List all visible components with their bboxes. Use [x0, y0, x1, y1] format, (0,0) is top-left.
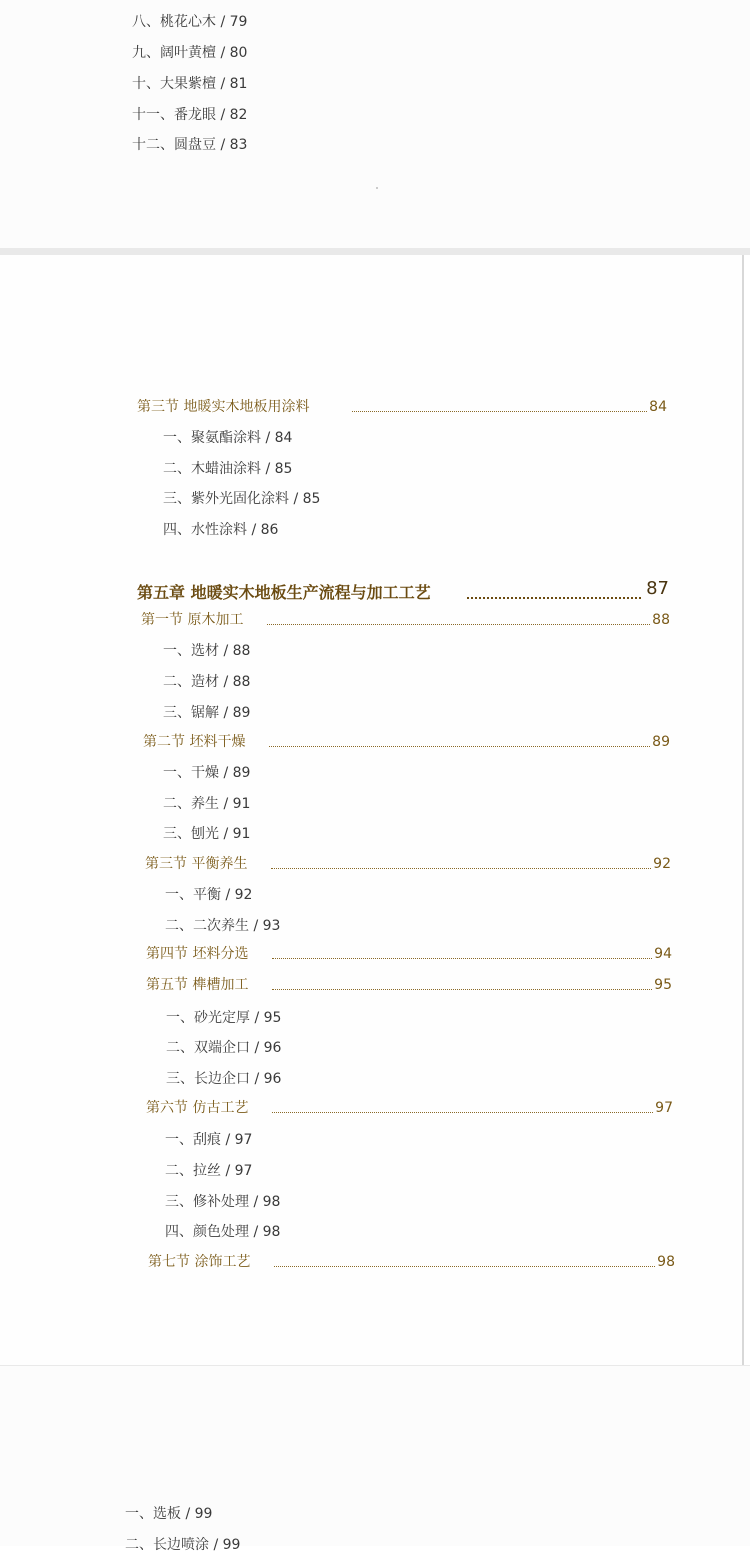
toc-entry — [132, 44, 247, 62]
entry-label: 一、选板 / — [125, 1506, 195, 1522]
toc-entry — [163, 429, 292, 447]
toc-entry — [132, 75, 247, 93]
entry-page: 88 — [232, 674, 251, 690]
entry-label: 四、颜色处理 / — [165, 1224, 263, 1240]
toc-entry — [166, 1070, 281, 1088]
toc-entry — [165, 1223, 280, 1241]
entry-label: 十二、圆盘豆 / — [132, 137, 230, 153]
section-page: 89 — [652, 734, 670, 750]
entry-label: 十、大果紫檀 / — [132, 76, 230, 92]
entry-label: 四、水性涂料 / — [163, 522, 261, 538]
toc-entry — [165, 1162, 252, 1180]
entry-page: 85 — [274, 461, 293, 477]
section-page: 98 — [657, 1254, 675, 1270]
dot-leader — [272, 989, 652, 990]
entry-label: 十一、番龙眼 / — [132, 107, 230, 123]
section-page: 97 — [655, 1100, 673, 1116]
entry-page: 82 — [229, 107, 248, 123]
paper-speck — [376, 187, 378, 189]
toc-section — [143, 733, 670, 753]
dot-leader — [267, 624, 650, 625]
entry-page: 80 — [229, 45, 248, 61]
entry-label: 二、造材 / — [163, 674, 233, 690]
section-page: 92 — [653, 856, 671, 872]
toc-entry — [166, 1009, 281, 1027]
entry-page: 97 — [234, 1163, 253, 1179]
section-page: 95 — [654, 977, 672, 993]
toc-entry — [132, 106, 247, 124]
toc-section — [146, 976, 672, 996]
toc-entry — [163, 460, 292, 478]
toc-section — [145, 855, 671, 875]
entry-label: 一、聚氨酯涂料 / — [163, 430, 275, 446]
toc-entry — [163, 642, 250, 660]
toc-section — [146, 945, 672, 965]
toc-page-top — [0, 0, 750, 248]
section-title: 第三节 平衡养生 — [145, 856, 248, 872]
entry-page: 91 — [232, 826, 251, 842]
entry-label: 二、双端企口 / — [166, 1040, 264, 1056]
entry-page: 79 — [229, 14, 248, 30]
entry-page: 99 — [194, 1506, 213, 1522]
entry-page: 93 — [262, 918, 281, 934]
dot-leader — [352, 411, 647, 412]
entry-page: 96 — [263, 1040, 282, 1056]
entry-page: 86 — [260, 522, 279, 538]
toc-page-bottom — [0, 1366, 750, 1553]
toc-entry — [165, 1131, 252, 1149]
entry-label: 九、阔叶黄檀 / — [132, 45, 230, 61]
entry-label: 八、桃花心木 / — [132, 14, 230, 30]
toc-entry — [125, 1505, 212, 1523]
toc-section — [146, 1099, 673, 1119]
entry-page: 91 — [232, 796, 251, 812]
section-page: 88 — [652, 612, 670, 628]
toc-entry — [165, 1193, 280, 1211]
chapter-title: 第五章 地暖实木地板生产流程与加工工艺 — [137, 583, 431, 602]
section-title: 第七节 涂饰工艺 — [148, 1254, 251, 1270]
entry-page: 96 — [263, 1071, 282, 1087]
entry-page: 88 — [232, 643, 251, 659]
dot-leader — [467, 597, 641, 599]
dot-leader — [271, 868, 651, 869]
toc-entry — [163, 490, 320, 508]
entry-label: 一、选材 / — [163, 643, 233, 659]
entry-label: 二、木蜡油涂料 / — [163, 461, 275, 477]
section-title: 第四节 坯料分选 — [146, 946, 249, 962]
page-gap — [0, 248, 750, 255]
entry-label: 三、刨光 / — [163, 826, 233, 842]
entry-label: 二、养生 / — [163, 796, 233, 812]
toc-entry — [163, 795, 250, 813]
toc-section — [137, 398, 667, 418]
section-title: 第一节 原木加工 — [141, 612, 244, 628]
entry-label: 一、刮痕 / — [165, 1132, 235, 1148]
entry-page: 89 — [232, 705, 251, 721]
section-page: 84 — [649, 399, 667, 415]
entry-page: 84 — [274, 430, 293, 446]
entry-page: 92 — [234, 887, 253, 903]
entry-label: 三、紫外光固化涂料 / — [163, 491, 303, 507]
entry-page: 89 — [232, 765, 251, 781]
entry-page: 85 — [302, 491, 321, 507]
toc-page-middle — [0, 255, 744, 1365]
entry-page: 81 — [229, 76, 248, 92]
toc-entry — [163, 521, 278, 539]
dot-leader — [272, 958, 652, 959]
entry-label: 二、长边喷涂 / — [125, 1537, 223, 1553]
toc-entry — [132, 13, 247, 31]
toc-entry — [166, 1039, 281, 1057]
toc-entry — [132, 136, 247, 154]
toc-entry — [163, 764, 250, 782]
entry-page: 98 — [262, 1194, 281, 1210]
toc-entry — [163, 825, 250, 843]
toc-entry — [163, 673, 250, 691]
entry-label: 二、二次养生 / — [165, 918, 263, 934]
section-title: 第五节 榫槽加工 — [146, 977, 249, 993]
entry-label: 三、锯解 / — [163, 705, 233, 721]
dot-leader — [269, 746, 650, 747]
toc-section — [141, 611, 670, 631]
entry-label: 二、拉丝 / — [165, 1163, 235, 1179]
section-title: 第二节 坯料干燥 — [143, 734, 246, 750]
toc-entry — [165, 917, 280, 935]
toc-section — [148, 1253, 675, 1273]
section-page: 94 — [654, 946, 672, 962]
toc-entry — [163, 704, 250, 722]
entry-page: 83 — [229, 137, 248, 153]
entry-label: 一、砂光定厚 / — [166, 1010, 264, 1026]
toc-entry — [125, 1536, 240, 1554]
entry-label: 三、修补处理 / — [165, 1194, 263, 1210]
entry-page: 98 — [262, 1224, 281, 1240]
toc-chapter — [137, 580, 669, 604]
dot-leader — [272, 1112, 653, 1113]
chapter-page: 87 — [646, 578, 669, 599]
section-title: 第六节 仿古工艺 — [146, 1100, 249, 1116]
toc-entry — [165, 886, 252, 904]
entry-page: 95 — [263, 1010, 282, 1026]
section-title: 第三节 地暖实木地板用涂料 — [137, 399, 310, 415]
entry-label: 三、长边企口 / — [166, 1071, 264, 1087]
entry-label: 一、干燥 / — [163, 765, 233, 781]
entry-page: 99 — [222, 1537, 241, 1553]
entry-page: 97 — [234, 1132, 253, 1148]
dot-leader — [274, 1266, 655, 1267]
entry-label: 一、平衡 / — [165, 887, 235, 903]
